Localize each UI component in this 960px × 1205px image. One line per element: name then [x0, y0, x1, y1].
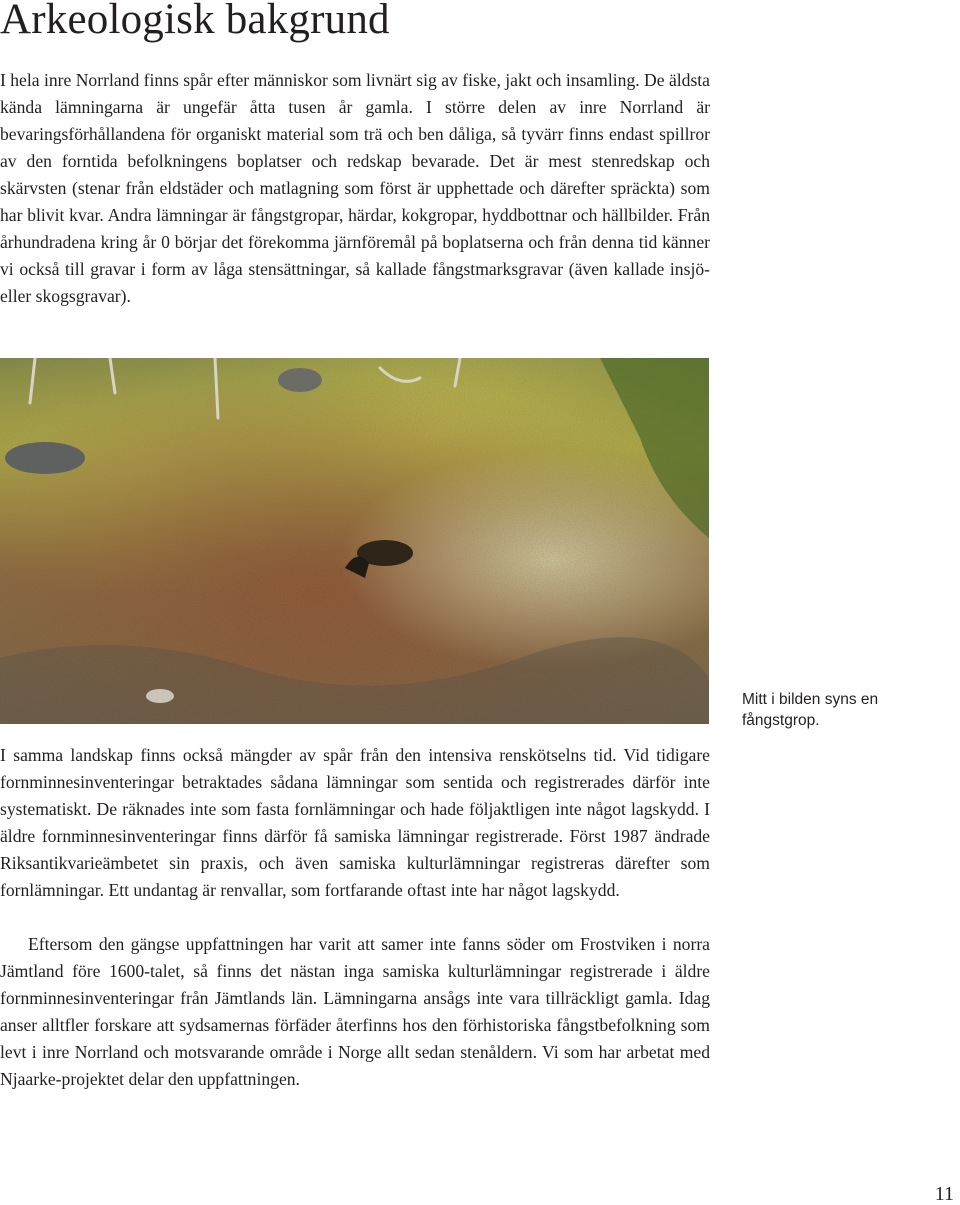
landscape-photo	[0, 358, 709, 724]
body-paragraph-2: Eftersom den gängse uppfattningen har varit att samer inte fanns söder om Frostviken i norra Jämtland före 1600-talet, så finns det nästan inga samiska kulturlämningar registrerade i äldre fornminnesinventeringar från Jämtlands län. Lämningarna ansågs inte vara tillräckligt gamla. Idag anser alltfler forskare att sydsamernas förfäder återfinns hos den förhistoriska fångstbefolkning som levt i inre Norrland och motsvarande område i Norge allt sedan stenåldern. Vi som har arbetat med Njaarke-projektet delar den uppfattningen.	[0, 934, 710, 1089]
page-number: 11	[934, 1183, 954, 1205]
page-title: Arkeologisk bakgrund	[0, 0, 390, 43]
intro-paragraph: I hela inre Norrland finns spår efter människor som livnärt sig av fiske, jakt och insamling. De äldsta kända lämningarna är ungefär åtta tusen år gamla. I större delen av inre Norrland är bevaringsförhållandena för organiskt material som trä och ben dåliga, så tyvärr finns endast spillror av den forntida befolkningens boplatser och redskap bevarade. Det är mest stenredskap och skärvsten (stenar från eldstäder och matlagning som först är upphettade och därefter spräckta) som har blivit kvar. Andra lämningar är fångstgropar, härdar, kokgropar, hyddbottnar och hällbilder. Från århundradena kring år 0 börjar det förekomma järnföremål på boplatserna och från denna tid känner vi också till gravar i form av låga stensättningar, så kallade fångstmarksgravar (även kallade insjö- eller skogsgravar).	[0, 70, 710, 306]
body-paragraph-1: I samma landskap finns också mängder av spår från den intensiva renskötselns tid. Vid tidigare fornminnesinventeringar betraktades sådana lämningar som sentida och registrerades därför inte systematiskt. De räknades inte som fasta fornlämningar och hade följaktligen inte något lagskydd. I äldre fornminnesinventeringar finns därför få samiska lämningar registrerade. Först 1987 ändrade Riksantikvarieämbetet sin praxis, och även samiska kulturlämningar registreras därefter som fornlämningar. Ett undantag är renvallar, som fortfarande oftast inte har något lagskydd.	[0, 745, 710, 900]
figure-caption: Mitt i bilden syns en fångstgrop.	[742, 691, 879, 729]
